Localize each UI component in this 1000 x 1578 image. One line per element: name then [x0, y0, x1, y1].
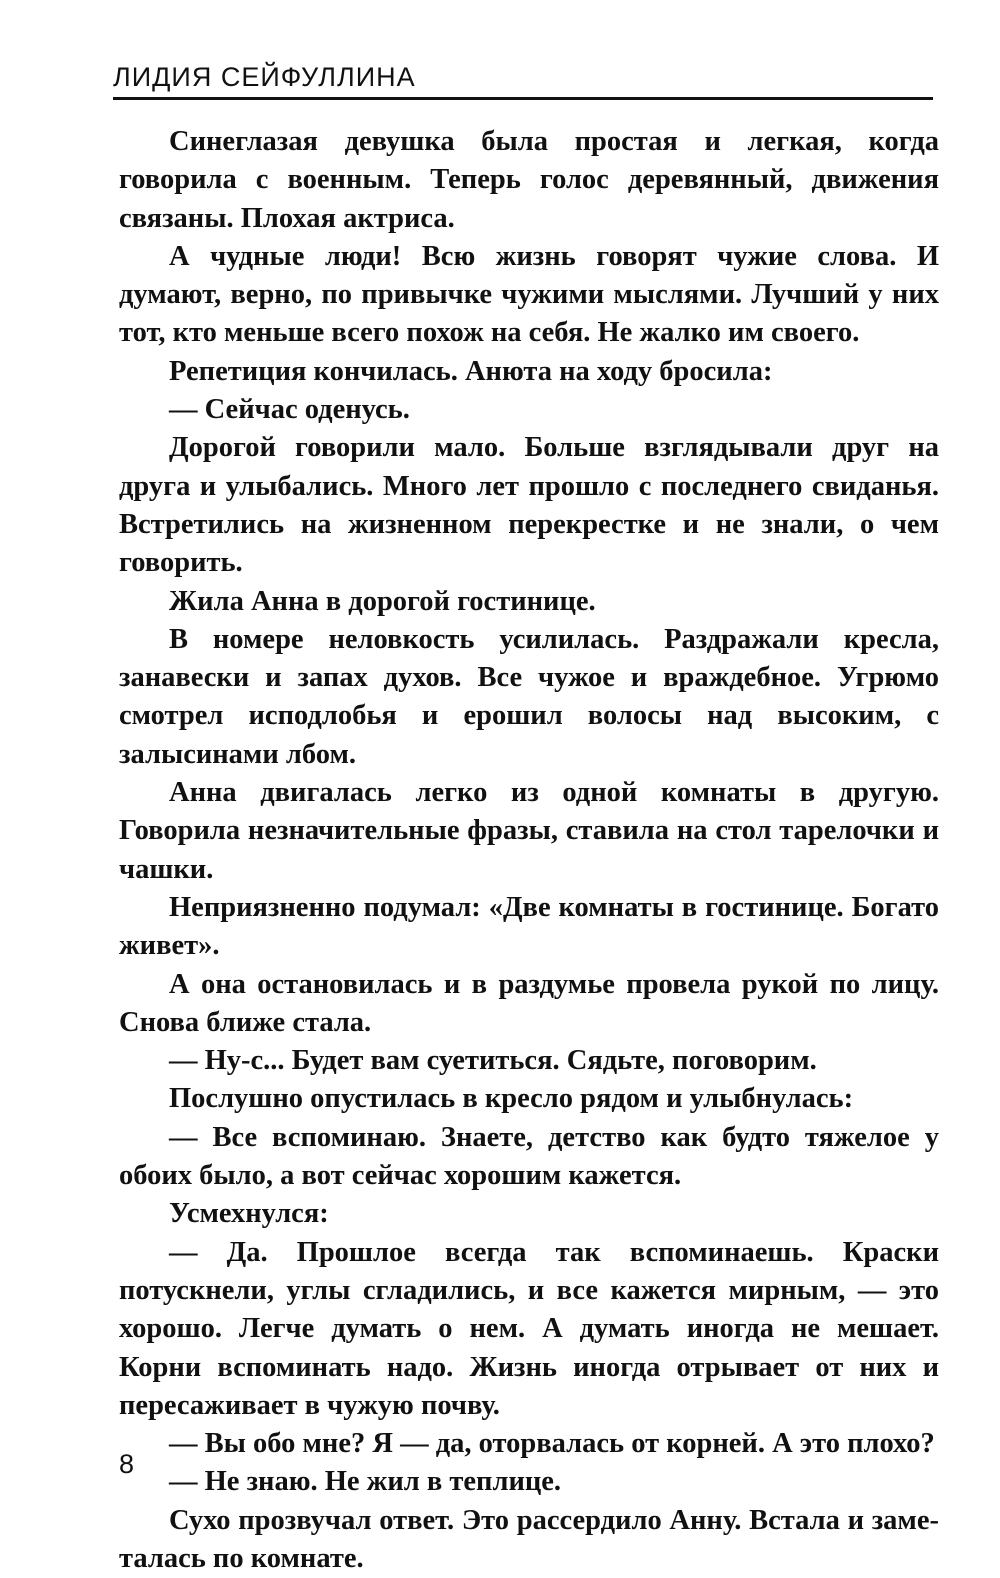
paragraph: В номере неловкость усилилась. Раздражали кресла, занавески и запах духов. Все чужое и враждебное. Угрюмо смотрел исподлобья и ерошил волосы над высоким, с залысинами лбом.: [119, 623, 939, 770]
paragraph: — Ну-с... Будет вам суетиться. Сядьте, поговорим.: [169, 1045, 817, 1077]
paragraph: Сухо прозвучал ответ. Это рассердило Анну. Встала и заметалась по комнате.: [119, 1504, 939, 1574]
paragraph: — Сейчас оденусь.: [169, 394, 410, 426]
paragraph: Синеглазая девушка была простая и легкая, когда говорила с военным. Теперь голос деревянный, движения связаны. Плохая актриса.: [119, 126, 939, 234]
paragraph: Репетиция кончилась. Анюта на ходу бросила:: [169, 355, 773, 387]
body-text: [119, 123, 939, 1578]
page-number: 8: [119, 1449, 135, 1479]
paragraph: Послушно опустилась в кресло рядом и улыбнулась:: [169, 1083, 854, 1115]
paragraph: — Да. Прошлое всегда так вспоминаешь. Краски потускнели, углы сгладились, и все кажется мирным, — это хорошо. Легче думать о нем. А думать иногда не мешает. Корни вспоминать надо. Жизнь иногда отрывает от них и пересаживает в чужую почву.: [119, 1236, 939, 1421]
paragraph: Усмехнулся:: [169, 1198, 329, 1230]
paragraph: А чудные люди! Всю жизнь говорят чужие слова. И думают, верно, по привычке чужими мыслями. Лучший у них тот, кто меньше всего похож на себя. Не жалко им своего.: [119, 240, 939, 349]
paragraph: Неприязненно подумал: «Две комнаты в гостинице. Богато живет».: [119, 891, 939, 962]
paragraph: Жила Анна в дорогой гостинице.: [169, 585, 596, 617]
paragraph: А она остановилась и в раздумье провела рукой по лицу. Снова ближе стала.: [119, 968, 939, 1038]
paragraph: Анна двигалась легко из одной комнаты в другую. Говорила незначительные фразы, ставила на стол тарелочки и чашки.: [119, 777, 939, 885]
paragraph: — Все вспоминаю. Знаете, детство как будто тяжелое у обоих было, а вот сейчас хорошим кажется.: [119, 1121, 939, 1192]
paragraph: — Вы обо мне? Я — да, оторвалась от корней. А это плохо?: [169, 1428, 935, 1460]
paragraph: Дорогой говорили мало. Больше взглядывали друг на друга и улыбались. Много лет прошло с последнего свиданья. Встретились на жизненном перекрестке и не знали, о чем говорить.: [119, 432, 939, 579]
header-rule: [113, 97, 933, 100]
running-head-author: ЛИДИЯ СЕЙФУЛЛИНА: [113, 62, 416, 92]
paragraph: — Не знаю. Не жил в теплице.: [169, 1466, 562, 1498]
